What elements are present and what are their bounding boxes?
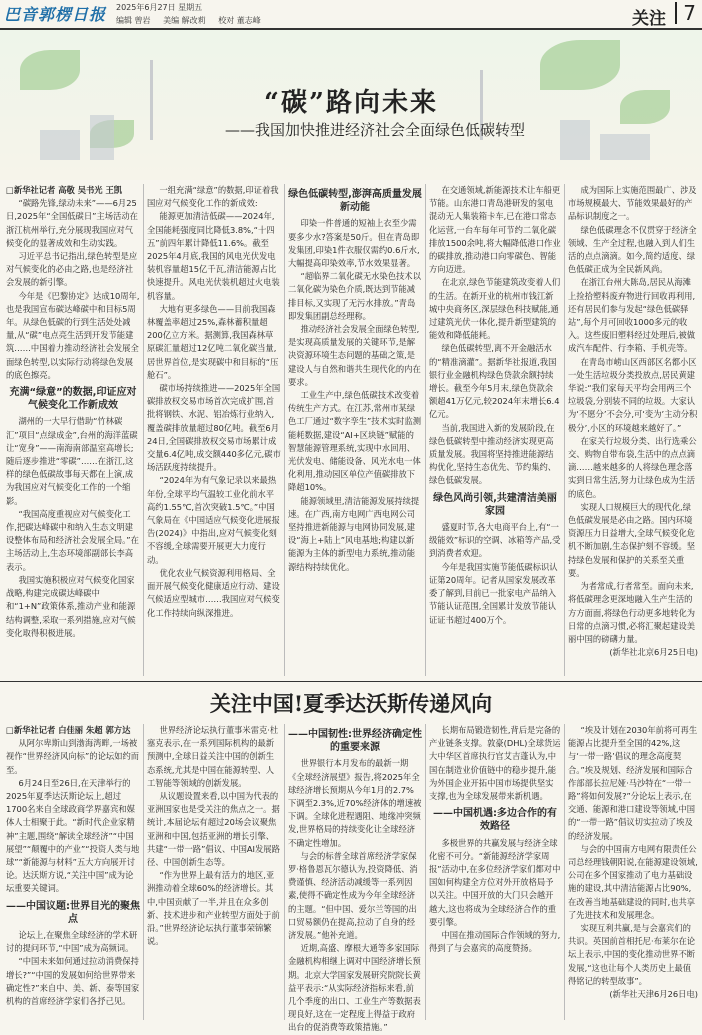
article1-column-3 (288, 184, 422, 676)
issue-date: 2025年6月27日 星期五 (116, 3, 203, 12)
paragraph: 世界经济论坛执行董事米雷克·杜塞克表示,在一系列国际机构的最新预测中,全球日益关注中国的创新生态系统,尤其是中国在能源转型、人工智能等领域的创新发展。 (147, 725, 279, 788)
column-rule (284, 184, 285, 676)
column-rule (564, 184, 565, 676)
paragraph: 在家关行垃圾分类、出行选乘公交、购物自带布袋,生活中的点点滴滴……越来越多的人将绿色理念落实到日常生活,努力让绿色成为生活的底色。 (568, 435, 697, 499)
section-heading: 绿色低碳转型,澎湃高质量发展新动能 (288, 189, 422, 214)
section-heading: ——中国议题:世界目光的聚焦点 (6, 900, 140, 925)
skyline-building (40, 130, 80, 160)
article2-column-2 (147, 724, 281, 1020)
section-heading: 充满“绿意”的数据,印证应对气候变化工作新成效 (9, 387, 137, 412)
article1-headline: “碳”路向未来 (264, 88, 438, 118)
paragraph: 我国实施积极应对气候变化国家战略,构建完成碳达峰碳中和“1+N”政策体系,推动产业和能源结构调整,采取一系列措施,应对气候变化取得积极进展。 (6, 574, 136, 638)
paragraph: 6月24日至26日,在天津举行的2025年夏季达沃斯论坛上,超过1700名来自全球政商学界嘉宾和媒体人士相聚于此。“新时代企业家精神”主题,围绕“解读全球经济”“中国展望”“颠覆中的产业”“投资人类与地球”“新能源与材料”五大方向展开讨论。达沃斯方说,“关注中国”成为论坛重要关键词。 (6, 777, 140, 894)
paragraph: 在交通领域,新能源技术让车船更节能。山东港口青岛港研发的氢电混动无人集装箱卡车,已在港口常态化运营,一台车每年可节约二氧化碳排放1500余吨,将大幅降低港口作业的碳排放,推动港口向零碳色、智能方向迈进。 (429, 185, 561, 275)
paragraph: 优化农业气候资源利用格局、全面开展气候变化健康适应行动、建设气候适应型城市……我国应对气候变化工作持续向纵深推进。 (147, 567, 280, 618)
paragraph: “超临界二氧化碳无水染色技术以二氧化碳为染色介质,既达到节能减排目标,又实现了无污水排放。”青岛即发集团副总经理称。 (288, 271, 421, 321)
paragraph: 在青岛市崂山区西部区名都小区一处生活垃圾分类投放点,居民黄建华说:“我们家每天平均会用两三个垃圾袋,分别装不同的垃圾。大家认为‘不愿分’不会分,可‘变为’主动分积极分’,小区的环境越来越好了。” (568, 356, 698, 433)
article2-column-3 (288, 724, 422, 1033)
article1-subheadline: ——我国加快推进经济社会全面绿色低碳转型 (225, 121, 526, 139)
article2-column-1 (6, 724, 140, 1020)
article2-dateline: (新华社天津6月26日电) (609, 989, 698, 1000)
paragraph: 一组充满“绿意”的数据,印证着我国应对气候变化工作的新成效: (147, 185, 279, 209)
paragraph: 习近平总书记指出,绿色转型是应对气候变化的必由之路,也是经济社会发展的新引擎。 (6, 251, 138, 288)
skyline-building (600, 134, 650, 160)
paragraph: 为者常成,行者常至。面向未来,将低碳理念更深地融入生产生活的方方面面,将绿色行动更多地转化为日常的点滴习惯,必将汇聚起建设美丽中国的磅礴力量。 (568, 581, 696, 644)
paragraph: 论坛上,在聚焦全球经济的学术研讨的提问环节,“中国”成为高频词。 (6, 930, 138, 954)
paragraph: 大地有更多绿色——目前我国森林覆盖率超过25%,森林蓄积量超200亿立方米。据测算,我国森林草原碳汇量超过12亿吨二氧化碳当量,居世界首位,是实现碳中和目标的“压舱石”。 (147, 303, 279, 380)
column-rule (425, 184, 426, 676)
paragraph: 与会的中国南方电网有限责任公司总经理钱朝阳说,在能源建设领域,公司在多个国家推动了电力基础设施的建设,其中清洁能源占比90%,在改善当地基础建设的同时,也共享了先进技术和发展理念。 (568, 843, 698, 920)
article1-column-4 (429, 184, 561, 676)
skyline-building (90, 115, 114, 160)
paragraph: 能源领域里,清洁能源发展持续提速。在广西,南方电网广西电网公司坚持推进新能源与电网协同发展,建设“海上+陆上”风电基地;构建以新能源为主体的新型电力系统,推动能源结构持续优化。 (288, 495, 420, 572)
column-rule (143, 724, 144, 1020)
paragraph: 从议题设置来看,以中国为代表的亚洲国家也是受关注的焦点之一。据统计,本届论坛有超过20场会议聚焦亚洲和中国,包括亚洲的增长引擎、共建“一带一路”倡议、中国AI发展路径、中国创新生态等。 (147, 791, 280, 868)
staff-credits (116, 15, 271, 26)
editor-credit: 编辑 曾岩 (116, 16, 151, 25)
paragraph: 实现互利共赢,是与会嘉宾们的共识。英国前首相托尼·布莱尔在论坛上表示,中国的变化推动世界不断发展,“这也让每个人类历史上最值得铭记的转型故事”。 (568, 923, 696, 986)
article1-dateline: (新华社北京6月25日电) (609, 647, 698, 658)
masthead (0, 0, 702, 30)
column-rule (425, 724, 426, 1020)
column-rule (143, 184, 144, 676)
article1-byline: □新华社记者 高敬 吴书光 王凯 (6, 185, 123, 195)
paragraph: “埃及计划在2030年前将可再生能源占比提升至全国的42%,这与‘一带一路’倡议的理念高度契合。”埃及规划、经济发展和国际合作部部长拉尼娅·马沙特在“一带一路”将如何发展?”分论坛上表示,在交通、能源和港口建设等领域,中国的“一带一路”倡议切实拉动了埃及的经济发展。 (568, 725, 698, 841)
paragraph: 实现人口规模巨大的现代化,绿色低碳发展是必由之路。国内环境资源压力日益增大,全球气候变化危机不断加剧,生态保护刻不容缓。坚持绿色发展和保护的关系至关重要。 (568, 501, 696, 578)
paragraph: 从阿尔卑斯山到渤海湾畔,一场被视作“世界经济风向标”的论坛如约而至。 (6, 738, 140, 775)
article2-byline: □新华社记者 白佳丽 朱超 郭方达 (6, 725, 131, 735)
section-heading: 绿色风尚引领,共建清洁美丽家园 (433, 492, 557, 517)
paragraph: 湖州的一大早行借助“竹林碳汇”项目“点绿成金”,台州的海洋蓝碳让“宽身”——南海南部温室高增长;随后逐步推进“零碳”……在浙江,这样的绿色低碳故事每天都在上演,成为我国应对气候变化工作的一个缩影。 (6, 416, 138, 506)
paragraph: 绿色低碳转型,离不开金融活水的“精准滴灌”。据新华社报道,我国银行业金融机构绿色贷款余额持续增长。截至今年5月末,绿色贷款余额超41万亿元,较2024年末增长6.4亿元。 (429, 343, 560, 420)
page-number: 7 (675, 2, 696, 24)
article1-column-1 (6, 184, 140, 676)
paragraph: 与会的标普全球首席经济学家保罗·格鲁恩瓦尔德认为,投资降低、消费谨慎、经济活动减缓等一系列因素,使得不确定性成为今年全球经济的主题。“但中国、爱尔兰等国的出口贸易额仍在提高,拉动了自身的经济发展。”他补充道。 (288, 850, 418, 941)
paragraph: “我国高度重视应对气候变化工作,把碳达峰碳中和纳入生态文明建设整体布局和经济社会发展全局。”在主场活动上,生态环境部副部长李高表示。 (6, 508, 139, 572)
paragraph: 今年是我国实施节能低碳标识认证第20周年。记者从国家发展改革委了解到,目前已一批家电产品纳入节能认证范围,全国累计发放节能认证证书超过400万个。 (429, 561, 558, 625)
designer-credit: 美编 解改莉 (163, 16, 206, 25)
skyline-building (560, 120, 590, 160)
article1-column-5 (568, 184, 698, 676)
proof-credit: 校对 董志峰 (218, 16, 261, 25)
paragraph: 长期布局锻造韧性,背后是完备的产业链条支撑。敦豪(DHL)全球货运大中华区首席执行官艾吉蓬认为,中国在制造业价值链中的稳步提升,能为外国企业开拓中国市场提供坚实支撑,也为全球发展带来新机遇。 (429, 725, 561, 802)
paragraph: 印染一件普通的短袖上衣至少需要多少水?答案是50斤。但在青岛即发集团,印染1件衣服仅需约0.6斤水,大幅提高印染效率,节水效果显著。 (288, 218, 420, 269)
paragraph: 绿色低碳理念不仅贯穿于经济全领域、生产全过程,也融入到人们生活的点点滴滴。如今,简约适度、绿色低碳正成为全民新风尚。 (568, 224, 697, 275)
column-rule (564, 724, 565, 1020)
paragraph: 当前,我国进入新的发展阶段,在绿色低碳转型中推动经济实现更高质量发展。我国将坚持推进能源结构优化,坚持生态优先、节约集约、绿色低碳发展。 (429, 422, 557, 486)
article2-headline: 关注中国!夏季达沃斯传递风向 (209, 691, 493, 716)
paragraph: 在北京,绿色节能建筑改变着人们的生活。在新开业的杭州市钱江新城中央商务区,深层绿色科技赋能,通过建筑光伏一体化,提升新型建筑的能效和降低能耗。 (429, 277, 561, 341)
paragraph: “碳路先锋,绿动未来”——6月25日,2025年“全国低碳日”主场活动在浙江杭州举行,充分展现我国应对气候变化的显著成效和生动实践。 (6, 198, 138, 248)
paragraph: 盛夏时节,各大电商平台上,有“一级能效”标识的空调、冰箱等产品,受到消费者欢迎。 (429, 522, 561, 559)
paragraph: 今年是《巴黎协定》达成10周年,也是我国宣布碳达峰碳中和目标5周年。从绿色低碳的行到生活处处减量,从“碳”电点亮生活到开发节能建筑……中国着力推动经济社会发展全面绿色转型,以实际行动将绿色发展的底色擦亮。 (6, 290, 140, 380)
paragraph: “2024年为有气象记录以来最热年份,全球平均气温较工业化前水平高约1.55℃,首次突破1.5℃。”中国气象局在《中国适应气候变化进展报告(2024)》中指出,应对气候变化刻不容缓,全球需要开展更大力度行动。 (147, 475, 280, 565)
article2-column-4 (429, 724, 561, 1020)
paragraph: 在浙江台州大陈岛,居民从海滩上捡拾塑料废弃物进行回收再利用,还有居民们参与发起“绿色低碳驿站”,每个月可回收1000多元的收入。这些废旧塑料经过处理后,被做成汽车配件、行李箱、手机壳等。 (568, 277, 696, 354)
article1-column-2 (147, 184, 281, 676)
section-heading: ——中国机遇:多边合作的有效路径 (433, 808, 557, 833)
newspaper-logo: 巴音郭楞日报 (4, 5, 107, 24)
paragraph: 世界银行本月发布的最新一期《全球经济展望》报告,将2025年全球经济增长预期从今年1月的2.7%下调至2.3%,近70%经济体的增速被下调。全球化进程遇阻、地缘冲突频发,世界格局的持续变化让全球经济不确定性增加。 (288, 758, 422, 848)
paragraph: 近期,高盛、摩根大通等多家国际金融机构相继上调对中国经济增长预期。北京大学国家发展研究院院长黄益平表示:“从实际经济指标来看,前几个季度的出口、工业生产等数据表现良好,这在一定程度上得益于政府出台的促消费等政策措施。” (288, 943, 421, 1033)
paragraph: “作为世界上最有活力的地区,亚洲推动着全球60%的经济增长。其中,中国贡献了一半,并且在众多创新、技术进步和产业转型方面处于前沿。”世界经济论坛执行董事荣锦繁说。 (147, 870, 280, 947)
paragraph: 碳市场持续推进——2025年全国碳排放权交易市场首次完成扩围,首批将钢铁、水泥、铝冶炼行业纳入,覆盖碳排放量超过80亿吨。截至6月24日,全国碳排放权交易市场累计成交量6.4亿吨,成交额440多亿元,碳市场活跃度持续提升。 (147, 383, 281, 473)
paragraph: 中国在推动国际合作领域的努力,得到了与会嘉宾的高度赞扬。 (429, 930, 561, 954)
paragraph: 工业生产中,绿色低碳技术改变着传统生产方式。在江苏,常州市某绿色工厂通过“数字孪生”技术实时监测能耗数据,建设“AI+区块链”赋能的智慧能源管理系统,实现中水回用、光伏发电、储能设备、风光水电一体化利用,推动园区单位产值碳排放下降超10%。 (288, 390, 422, 493)
paragraph: 推动经济社会发展全面绿色转型,是实现高质量发展的关键环节,是解决资源环境生态问题的基础之策,是建设人与自然和谐共生现代化的内在要求。 (288, 324, 421, 387)
paragraph: 能源更加清洁低碳——2024年,全国能耗强度同比降低3.8%,“十四五”前四年累计降低11.6%。截至2025年4月底,我国的风电光伏发电装机容量超15亿千瓦,清洁能源占比快速提升。风电光伏装机超过火电装机容量。 (147, 211, 280, 301)
paragraph: “中国未来如何通过拉动消费保持增长?”“中国的发展如何给世界带来确定性?”来自中、美、新、泰等国家机构的首席经济学家们各抒己见。 (6, 956, 140, 1007)
section-name: 关注 (632, 9, 666, 29)
paragraph: 多极世界的共赢发展与经济全球化密不可分。“新能源经济学家周报”活动中,在多位经济学家们都对中国如何构建全方位对外开放格局予以关注。中国开放的大门只会越开越大,这也将成为全球经济合作的重要引擎。 (429, 837, 561, 927)
paragraph: 成为国际上实施范围最广、涉及市场规模最大、节能效果最好的产品标识制度之一。 (568, 185, 697, 222)
article2-column-5 (568, 724, 698, 1020)
column-rule (284, 724, 285, 1020)
article-separator (0, 681, 702, 682)
section-heading: ——中国韧性:世界经济确定性的重要来源 (288, 729, 422, 754)
